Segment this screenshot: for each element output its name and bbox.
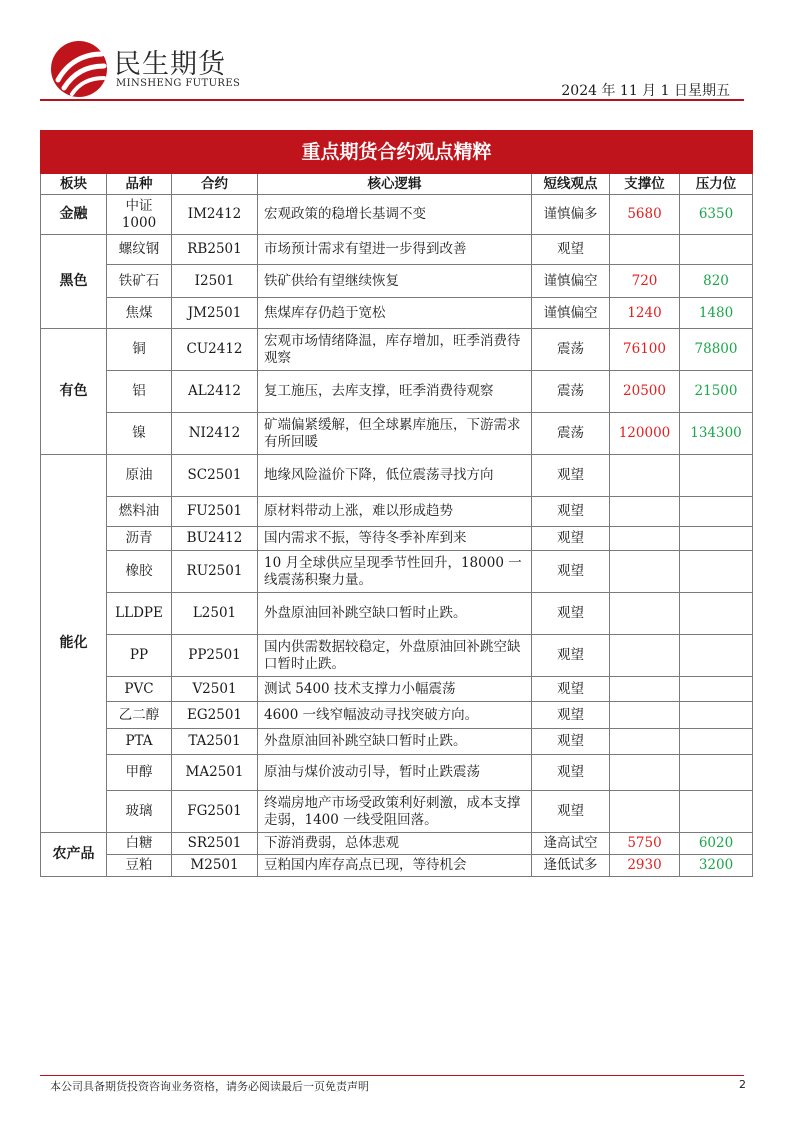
logic-cell: 焦煤库存仍趋于宽松 <box>258 298 532 329</box>
resistance-cell: 78800 <box>680 329 753 371</box>
table-row <box>41 371 753 413</box>
resistance-cell <box>680 677 753 702</box>
resistance-cell: 6020 <box>680 833 753 855</box>
table-row <box>41 635 753 677</box>
variety-cell: PTA <box>107 729 172 755</box>
view-cell: 谨慎偏空 <box>532 298 610 329</box>
page-header <box>0 0 794 105</box>
variety-cell: 铝 <box>107 371 172 413</box>
col-header-contract: 合约 <box>172 174 258 195</box>
resistance-cell: 3200 <box>680 855 753 877</box>
page-number: 2 <box>739 1078 746 1091</box>
resistance-cell <box>680 497 753 527</box>
logic-cell: 豆粕国内库存高点已现，等待机会 <box>258 855 532 877</box>
table-row <box>41 677 753 702</box>
resistance-cell: 1480 <box>680 298 753 329</box>
table-row <box>41 791 753 833</box>
support-cell <box>610 702 680 729</box>
contract-cell: V2501 <box>172 677 258 702</box>
logic-cell: 10 月全球供应呈现季节性回升，18000 一线震荡积聚力量。 <box>258 551 532 593</box>
col-header-support: 支撑位 <box>610 174 680 195</box>
variety-cell: 铜 <box>107 329 172 371</box>
resistance-cell <box>680 551 753 593</box>
table-row <box>41 455 753 497</box>
contract-cell: AL2412 <box>172 371 258 413</box>
contract-cell: RU2501 <box>172 551 258 593</box>
logic-cell: 铁矿供给有望继续恢复 <box>258 265 532 298</box>
view-cell: 观望 <box>532 455 610 497</box>
view-cell: 震荡 <box>532 329 610 371</box>
table-row <box>41 527 753 551</box>
variety-cell: 玻璃 <box>107 791 172 833</box>
logic-cell: 复工施压，去库支撑，旺季消费待观察 <box>258 371 532 413</box>
support-cell: 720 <box>610 265 680 298</box>
support-cell <box>610 729 680 755</box>
logic-cell: 矿端偏紧缓解，但全球累库施压，下游需求有所回暖 <box>258 413 532 455</box>
logic-cell: 地缘风险溢价下降，低位震荡寻找方向 <box>258 455 532 497</box>
contract-cell: L2501 <box>172 593 258 635</box>
view-cell: 观望 <box>532 551 610 593</box>
contract-cell: JM2501 <box>172 298 258 329</box>
col-header-logic: 核心逻辑 <box>258 174 532 195</box>
view-cell: 观望 <box>532 635 610 677</box>
logic-cell: 测试 5400 技术支撑力小幅震荡 <box>258 677 532 702</box>
contract-cell: PP2501 <box>172 635 258 677</box>
footer-divider <box>40 1075 744 1076</box>
sector-nonferrous: 有色 <box>41 329 107 455</box>
table-row <box>41 702 753 729</box>
contract-cell: NI2412 <box>172 413 258 455</box>
resistance-cell <box>680 593 753 635</box>
variety-cell: PP <box>107 635 172 677</box>
contract-cell: IM2412 <box>172 195 258 235</box>
contract-cell: MA2501 <box>172 755 258 791</box>
logic-cell: 国内需求不振，等待冬季补库到来 <box>258 527 532 551</box>
support-cell <box>610 527 680 551</box>
table-row <box>41 235 753 265</box>
variety-cell: 焦煤 <box>107 298 172 329</box>
resistance-cell <box>680 755 753 791</box>
logic-cell: 终端房地产市场受政策利好刺激，成本支撑走弱，1400 一线受阻回落。 <box>258 791 532 833</box>
contract-cell: BU2412 <box>172 527 258 551</box>
brand-name: 民生期货 <box>114 49 226 80</box>
view-cell: 观望 <box>532 702 610 729</box>
table-row <box>41 298 753 329</box>
variety-cell: 螺纹钢 <box>107 235 172 265</box>
variety-cell: 乙二醇 <box>107 702 172 729</box>
col-header-view: 短线观点 <box>532 174 610 195</box>
resistance-cell <box>680 235 753 265</box>
variety-cell: 镍 <box>107 413 172 455</box>
support-cell: 5750 <box>610 833 680 855</box>
resistance-cell <box>680 455 753 497</box>
futures-view-table <box>40 130 753 877</box>
support-cell <box>610 791 680 833</box>
variety-cell: 铁矿石 <box>107 265 172 298</box>
variety-cell: PVC <box>107 677 172 702</box>
resistance-cell <box>680 702 753 729</box>
resistance-cell <box>680 729 753 755</box>
view-cell: 观望 <box>532 593 610 635</box>
variety-cell: 中证1000 <box>107 195 172 235</box>
logic-cell: 国内供需数据较稳定，外盘原油回补跳空缺口暂时止跌。 <box>258 635 532 677</box>
sector-finance: 金融 <box>41 195 107 235</box>
col-header-sector: 板块 <box>41 174 107 195</box>
support-cell <box>610 455 680 497</box>
sector-energy-chem: 能化 <box>41 455 107 833</box>
resistance-cell: 820 <box>680 265 753 298</box>
support-cell <box>610 497 680 527</box>
variety-cell: LLDPE <box>107 593 172 635</box>
resistance-cell: 6350 <box>680 195 753 235</box>
disclaimer-text: 本公司具备期货投资咨询业务资格，请务必阅读最后一页免责声明 <box>50 1080 369 1093</box>
contract-cell: SR2501 <box>172 833 258 855</box>
support-cell <box>610 593 680 635</box>
table-row <box>41 755 753 791</box>
view-cell: 震荡 <box>532 371 610 413</box>
table-title: 重点期货合约观点精粹 <box>41 131 753 174</box>
brand-name-en: MINSHENG FUTURES <box>116 78 241 89</box>
view-cell: 观望 <box>532 235 610 265</box>
variety-cell: 白糖 <box>107 833 172 855</box>
contract-cell: M2501 <box>172 855 258 877</box>
report-date: 2024 年 11 月 1 日星期五 <box>561 83 730 99</box>
logic-cell: 宏观政策的稳增长基调不变 <box>258 195 532 235</box>
resistance-cell <box>680 791 753 833</box>
header-divider <box>40 99 744 101</box>
minsheng-logo-icon <box>50 40 108 98</box>
resistance-cell <box>680 635 753 677</box>
table-row <box>41 497 753 527</box>
logic-cell: 原材料带动上涨，难以形成趋势 <box>258 497 532 527</box>
support-cell: 20500 <box>610 371 680 413</box>
view-cell: 观望 <box>532 497 610 527</box>
contract-cell: I2501 <box>172 265 258 298</box>
view-cell: 谨慎偏空 <box>532 265 610 298</box>
view-cell: 观望 <box>532 677 610 702</box>
variety-cell: 原油 <box>107 455 172 497</box>
table-row <box>41 593 753 635</box>
table-row <box>41 195 753 235</box>
table-row <box>41 551 753 593</box>
table-row <box>41 833 753 855</box>
logic-cell: 外盘原油回补跳空缺口暂时止跌。 <box>258 593 532 635</box>
support-cell <box>610 551 680 593</box>
contract-cell: CU2412 <box>172 329 258 371</box>
support-cell: 5680 <box>610 195 680 235</box>
table-row <box>41 413 753 455</box>
resistance-cell <box>680 527 753 551</box>
logic-cell: 市场预计需求有望进一步得到改善 <box>258 235 532 265</box>
support-cell: 2930 <box>610 855 680 877</box>
view-cell: 观望 <box>532 755 610 791</box>
support-cell <box>610 635 680 677</box>
col-header-variety: 品种 <box>107 174 172 195</box>
support-cell <box>610 755 680 791</box>
table-row <box>41 265 753 298</box>
table-row <box>41 729 753 755</box>
sector-agri: 农产品 <box>41 833 107 877</box>
table-row <box>41 855 753 877</box>
logic-cell: 外盘原油回补跳空缺口暂时止跌。 <box>258 729 532 755</box>
view-cell: 逢低试多 <box>532 855 610 877</box>
variety-cell: 甲醇 <box>107 755 172 791</box>
contract-cell: FU2501 <box>172 497 258 527</box>
logic-cell: 原油与煤价波动引导，暂时止跌震荡 <box>258 755 532 791</box>
contract-cell: SC2501 <box>172 455 258 497</box>
sector-black: 黑色 <box>41 235 107 329</box>
support-cell <box>610 677 680 702</box>
logic-cell: 4600 一线窄幅波动寻找突破方向。 <box>258 702 532 729</box>
view-cell: 观望 <box>532 729 610 755</box>
view-cell: 观望 <box>532 791 610 833</box>
logic-cell: 下游消费弱，总体悲观 <box>258 833 532 855</box>
variety-cell: 橡胶 <box>107 551 172 593</box>
contract-cell: TA2501 <box>172 729 258 755</box>
support-cell: 120000 <box>610 413 680 455</box>
support-cell: 76100 <box>610 329 680 371</box>
table-row <box>41 329 753 371</box>
resistance-cell: 134300 <box>680 413 753 455</box>
view-cell: 谨慎偏多 <box>532 195 610 235</box>
support-cell: 1240 <box>610 298 680 329</box>
contract-cell: FG2501 <box>172 791 258 833</box>
col-header-resistance: 压力位 <box>680 174 753 195</box>
variety-cell: 沥青 <box>107 527 172 551</box>
table-header-row <box>41 174 753 195</box>
resistance-cell: 21500 <box>680 371 753 413</box>
view-cell: 震荡 <box>532 413 610 455</box>
contract-cell: EG2501 <box>172 702 258 729</box>
variety-cell: 豆粕 <box>107 855 172 877</box>
logic-cell: 宏观市场情绪降温，库存增加，旺季消费待观察 <box>258 329 532 371</box>
contract-cell: RB2501 <box>172 235 258 265</box>
support-cell <box>610 235 680 265</box>
view-cell: 观望 <box>532 527 610 551</box>
view-cell: 逢高试空 <box>532 833 610 855</box>
variety-cell: 燃料油 <box>107 497 172 527</box>
